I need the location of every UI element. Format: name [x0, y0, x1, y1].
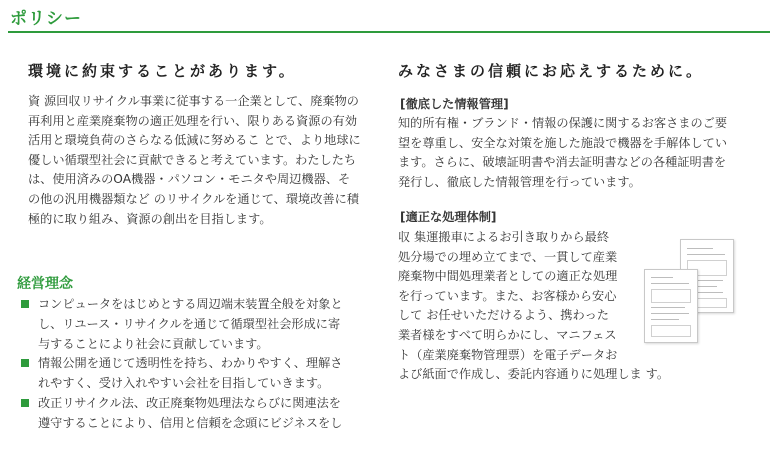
intro-line: の他の汎用機器類など のリサイクルを通じて、環境改善に積 — [28, 191, 359, 206]
processing-paragraph — [398, 228, 669, 385]
intro-line: 優しい循環型社会に貢献できると考えています。わたしたち — [28, 152, 357, 167]
paragraph-line: して お任せいただけるよう、携わった — [398, 308, 609, 323]
list-item-line: し、リユース・リサイクルを通じて循環型社会形成に寄 — [38, 316, 341, 331]
paragraph-line: よび紙面で作成し、委託内容通りに処理しま す。 — [398, 367, 670, 382]
left-column-title: 環境に約束することがあります。 — [28, 62, 297, 80]
list-item-line: 与することにより社会に貢献しています。 — [38, 336, 269, 351]
list-item-line: コンピュータをはじめとする周辺端末装置全般を対象と — [38, 297, 343, 311]
list-item-line: 改正リサイクル法、改正廃棄物処理法ならびに関連法を — [38, 395, 341, 410]
management-list-item — [20, 295, 365, 354]
intro-line: 活用と環境負荷のさらなる低減に努めるこ とで、より地球に — [28, 133, 361, 148]
certificate-front-document — [644, 269, 698, 343]
management-list — [20, 295, 365, 434]
manifest-documents-image — [640, 237, 740, 349]
paragraph-line: 発行し、徹底した情報管理を行っています。 — [398, 174, 641, 189]
paragraph-line: ト（産業廃棄物管理票）を電子データお — [398, 347, 618, 362]
heading-rule — [8, 31, 770, 33]
paragraph-line: ます。さらに、破壊証明書や消去証明書などの各種証明書を — [398, 155, 727, 170]
paragraph-line: 処分場での埋め立てまで、一貫して産業 — [398, 249, 618, 264]
paragraph-line: 収 集運搬車によるお引き取りから最終 — [398, 230, 610, 244]
paragraph-line: 業者様をすべて明らかにし、マニフェス — [398, 327, 617, 342]
right-column-title: みなさまの信頼にお応えするために。 — [398, 62, 705, 80]
info-management-paragraph — [398, 114, 727, 192]
intro-line: 極的に取り組み、資源の創出を目指します。 — [28, 211, 272, 226]
paragraph-line: 望を尊重し、安全な対策を施した施設で機器を手解体してい — [398, 135, 728, 150]
page-heading: ポリシー — [10, 9, 82, 29]
processing-title: [適正な処理体制] — [400, 210, 497, 224]
bullet-square-icon — [21, 300, 29, 308]
paragraph-line: を行っています。また、お客様から安心 — [398, 288, 617, 303]
info-management-title: [徹底した情報管理] — [400, 97, 509, 111]
bullet-square-icon — [21, 399, 29, 407]
intro-line: は、使用済みのOA機器・パソコン・モニタや周辺機器、そ — [28, 172, 351, 187]
intro-line: 再利用と産業廃棄物の適正処理を行い、限りある資源の有効 — [28, 113, 358, 128]
list-item-line: 遵守することにより、信用と信頼を念頭にビジネスをし — [38, 415, 343, 430]
management-list-item — [20, 354, 365, 394]
paragraph-line: 知的所有権・ブランド・情報の保護に関するお客さまのご要 — [398, 116, 728, 130]
list-item-line: れやすく、受け入れやすい会社を目指していきます。 — [38, 376, 330, 391]
intro-line: 資 源回収リサイクル事業に従事する一企業として、廃棄物の — [28, 94, 359, 108]
management-section-title: 経営理念 — [17, 276, 73, 292]
list-item-line: 情報公開を通じて透明性を持ち、わかりやすく、理解さ — [38, 356, 343, 371]
bullet-square-icon — [21, 359, 29, 367]
paragraph-line: 廃棄物中間処理業者としての適正な処理 — [398, 269, 618, 284]
intro-paragraph — [28, 92, 361, 229]
management-list-item — [20, 394, 365, 434]
